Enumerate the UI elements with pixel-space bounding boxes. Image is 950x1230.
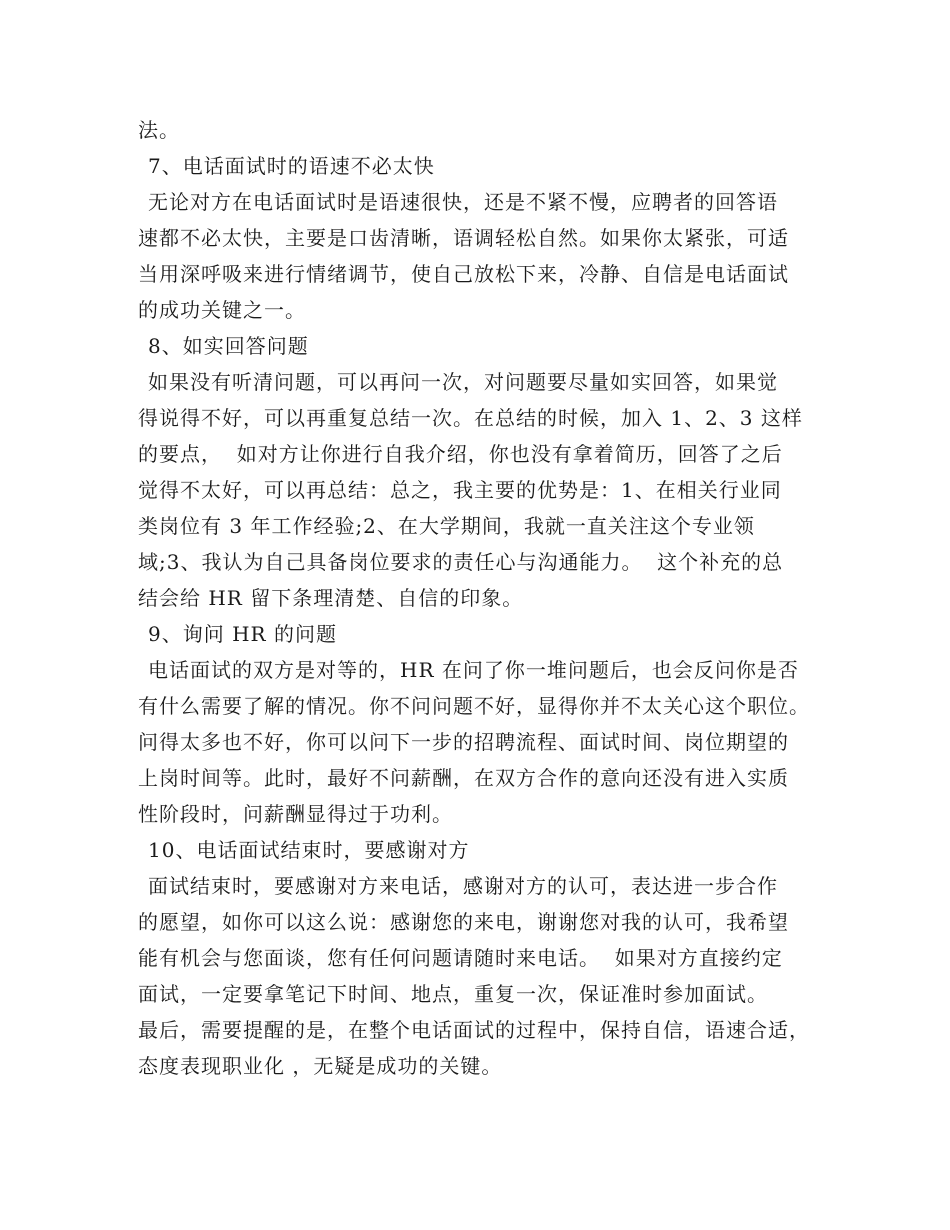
text-line: 上岗时间等。此时，最好不问薪酬，在双方合作的意向还没有进入实质 (138, 766, 789, 790)
text-line: 的要点， 如对方让你进行自我介绍，你也没有拿着简历，回答了之后 (138, 442, 783, 466)
text-line: 如果没有听清问题，可以再问一次，对问题要尽量如实回答，如果觉 (148, 370, 778, 394)
text-line: 的愿望，如你可以这么说：感谢您的来电，谢谢您对我的认可，我希望 (138, 910, 789, 934)
text-line: 最后，需要提醒的是，在整个电话面试的过程中，保持自信，语速合适， (138, 1018, 810, 1042)
section-heading-8: 8、如实回答问题 (148, 334, 309, 358)
text-line: 速都不必太快，主要是口齿清晰，语调轻松自然。如果你太紧张，可适 (138, 226, 789, 250)
text-line: 问得太多也不好，你可以问下一步的招聘流程、面试时间、岗位期望的 (138, 730, 789, 754)
section-heading-10: 10、电话面试结束时，要感谢对方 (148, 838, 470, 862)
text-line: 面试，一定要拿笔记下时间、地点，重复一次，保证准时参加面试。 (138, 982, 768, 1006)
text-line: 无论对方在电话面试时是语速很快，还是不紧不慢，应聘者的回答语 (148, 190, 778, 214)
text-line: 态度表现职业化 ，无疑是成功的关键。 (138, 1054, 503, 1078)
text-line: 有什么需要了解的情况。你不问问题不好，显得你并不太关心这个职位。 (138, 694, 810, 718)
text-line: 得说得不好，可以再重复总结一次。在总结的时候，加入 1、2、3 这样 (138, 406, 803, 430)
text-line: 结会给 HR 留下条理清楚、自信的印象。 (138, 586, 524, 610)
text-line: 性阶段时，问薪酬显得过于功利。 (138, 802, 453, 826)
text-line: 电话面试的双方是对等的，HR 在问了你一堆问题后，也会反问你是否 (148, 658, 799, 682)
text-line: 能有机会与您面谈，您有任何问题请随时来电话。 如果对方直接约定 (138, 946, 783, 970)
text-line: 觉得不太好，可以再总结：总之，我主要的优势是：1、在相关行业同 (138, 478, 782, 502)
section-heading-7: 7、电话面试时的语速不必太快 (148, 154, 435, 178)
text-line: 类岗位有 3 年工作经验;2、在大学期间，我就一直关注这个专业领 (138, 514, 755, 538)
text-line: 域;3、我认为自己具备岗位要求的责任心与沟通能力。 这个补充的总 (138, 550, 784, 574)
text-line: 当用深呼吸来进行情绪调节，使自己放松下来，冷静、自信是电话面试 (138, 262, 789, 286)
text-line: 的成功关键之一。 (138, 298, 306, 322)
text-line: 面试结束时，要感谢对方来电话，感谢对方的认可，表达进一步合作 (148, 874, 778, 898)
text-line: 法。 (138, 118, 180, 142)
section-heading-9: 9、询问 HR 的问题 (148, 622, 337, 646)
